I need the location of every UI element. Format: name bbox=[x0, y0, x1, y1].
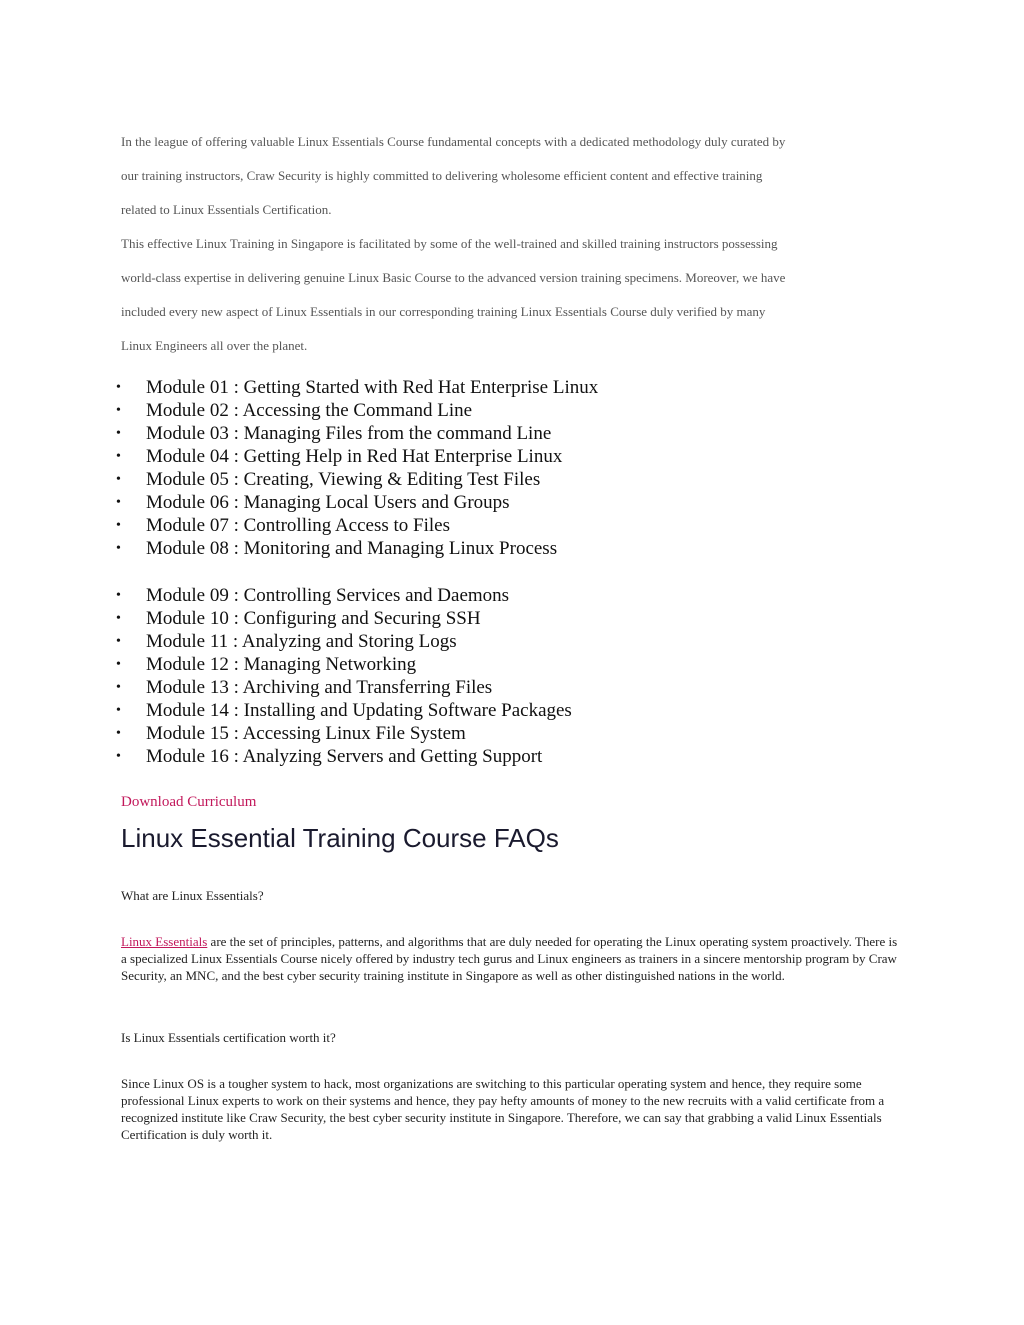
module-label: Module 11 : Analyzing and Storing Logs bbox=[146, 631, 457, 652]
intro-line: included every new aspect of Linux Essentials in our corresponding training Linux Essentials Course duly verified by many bbox=[121, 304, 766, 319]
intro-line: In the league of offering valuable Linux Essentials Course fundamental concepts with a dedicated methodology duly curated by bbox=[121, 134, 786, 149]
module-item bbox=[0, 722, 900, 745]
module-label: Module 08 : Monitoring and Managing Linux Process bbox=[146, 538, 558, 559]
module-item bbox=[0, 584, 900, 607]
bullet-icon: • bbox=[116, 449, 121, 464]
bullet-icon: • bbox=[116, 472, 121, 487]
module-list-1 bbox=[0, 376, 900, 560]
bullet-icon: • bbox=[116, 680, 121, 695]
module-item bbox=[0, 653, 900, 676]
module-label: Module 02 : Accessing the Command Line bbox=[146, 400, 473, 421]
module-item bbox=[0, 745, 900, 768]
module-label: Module 09 : Controlling Services and Daemons bbox=[146, 585, 510, 606]
module-list-2 bbox=[0, 584, 900, 768]
module-item bbox=[0, 676, 900, 699]
linux-essentials-link[interactable]: Linux Essentials bbox=[121, 934, 208, 949]
faq-answer-2: Since Linux OS is a tougher system to hack, most organizations are switching to this particular operating system and hence, they require some professional Linux experts to work on their systems and hence, they pay hefty amounts of money to the new recruits with a valid certificate from a recognized institute like Craw Security, the best cyber security institute in Singapore. Therefore, we can say that grabbing a valid Linux Essentials Certification is duly worth it. bbox=[121, 1076, 885, 1142]
faq-question-1: What are Linux Essentials? bbox=[121, 888, 264, 903]
bullet-icon: • bbox=[116, 403, 121, 418]
faq-answer-1-text: are the set of principles, patterns, and algorithms that are duly needed for operating the Linux operating system proactively. There is a specialized Linux Essentials Course nicely offered by industry tech gurus and Linux engineers as trainers in a sincere mentorship program by Craw Security, an MNC, and the best cyber security training institute in Singapore as well as other distinguished nations in the world. bbox=[121, 934, 898, 983]
module-label: Module 05 : Creating, Viewing & Editing Test Files bbox=[146, 469, 541, 490]
module-item bbox=[0, 514, 900, 537]
module-item bbox=[0, 468, 900, 491]
bullet-icon: • bbox=[116, 518, 121, 533]
module-item bbox=[0, 491, 900, 514]
bullet-icon: • bbox=[116, 611, 121, 626]
faq-question-2: Is Linux Essentials certification worth it? bbox=[121, 1030, 336, 1045]
module-label: Module 03 : Managing Files from the command Line bbox=[146, 423, 552, 444]
bullet-icon: • bbox=[116, 426, 121, 441]
module-label: Module 16 : Analyzing Servers and Getting Support bbox=[146, 746, 543, 767]
bullet-icon: • bbox=[116, 634, 121, 649]
module-item bbox=[0, 537, 900, 560]
module-label: Module 12 : Managing Networking bbox=[146, 654, 417, 675]
bullet-icon: • bbox=[116, 726, 121, 741]
module-label: Module 10 : Configuring and Securing SSH bbox=[146, 608, 481, 629]
module-label: Module 15 : Accessing Linux File System bbox=[146, 723, 466, 744]
module-item bbox=[0, 422, 900, 445]
faq-heading: Linux Essential Training Course FAQs bbox=[121, 823, 559, 853]
intro-section bbox=[121, 125, 901, 363]
bullet-icon: • bbox=[116, 749, 121, 764]
module-item bbox=[0, 376, 900, 399]
intro-line: our training instructors, Craw Security is highly committed to delivering wholesome efficient content and effective training bbox=[121, 168, 763, 183]
faq-answer-1 bbox=[121, 933, 901, 984]
bullet-icon: • bbox=[116, 495, 121, 510]
intro-line: world-class expertise in delivering genuine Linux Basic Course to the advanced version training specimens. Moreover, we have bbox=[121, 270, 786, 285]
bullet-icon: • bbox=[116, 541, 121, 556]
module-item bbox=[0, 607, 900, 630]
bullet-icon: • bbox=[116, 703, 121, 718]
module-label: Module 06 : Managing Local Users and Groups bbox=[146, 492, 510, 513]
intro-line: related to Linux Essentials Certification. bbox=[121, 202, 332, 217]
module-label: Module 13 : Archiving and Transferring Files bbox=[146, 677, 493, 698]
module-item bbox=[0, 699, 900, 722]
module-item bbox=[0, 399, 900, 422]
bullet-icon: • bbox=[116, 380, 121, 395]
intro-line: Linux Engineers all over the planet. bbox=[121, 338, 308, 353]
module-label: Module 01 : Getting Started with Red Hat Enterprise Linux bbox=[146, 377, 599, 398]
bullet-icon: • bbox=[116, 588, 121, 603]
module-label: Module 14 : Installing and Updating Software Packages bbox=[146, 700, 572, 721]
module-item bbox=[0, 445, 900, 468]
module-label: Module 07 : Controlling Access to Files bbox=[146, 515, 450, 536]
intro-line: This effective Linux Training in Singapore is facilitated by some of the well-trained and skilled training instructors possessing bbox=[121, 236, 778, 251]
module-label: Module 04 : Getting Help in Red Hat Enterprise Linux bbox=[146, 446, 563, 467]
bullet-icon: • bbox=[116, 657, 121, 672]
module-item bbox=[0, 630, 900, 653]
download-curriculum-link[interactable]: Download Curriculum bbox=[121, 794, 257, 810]
